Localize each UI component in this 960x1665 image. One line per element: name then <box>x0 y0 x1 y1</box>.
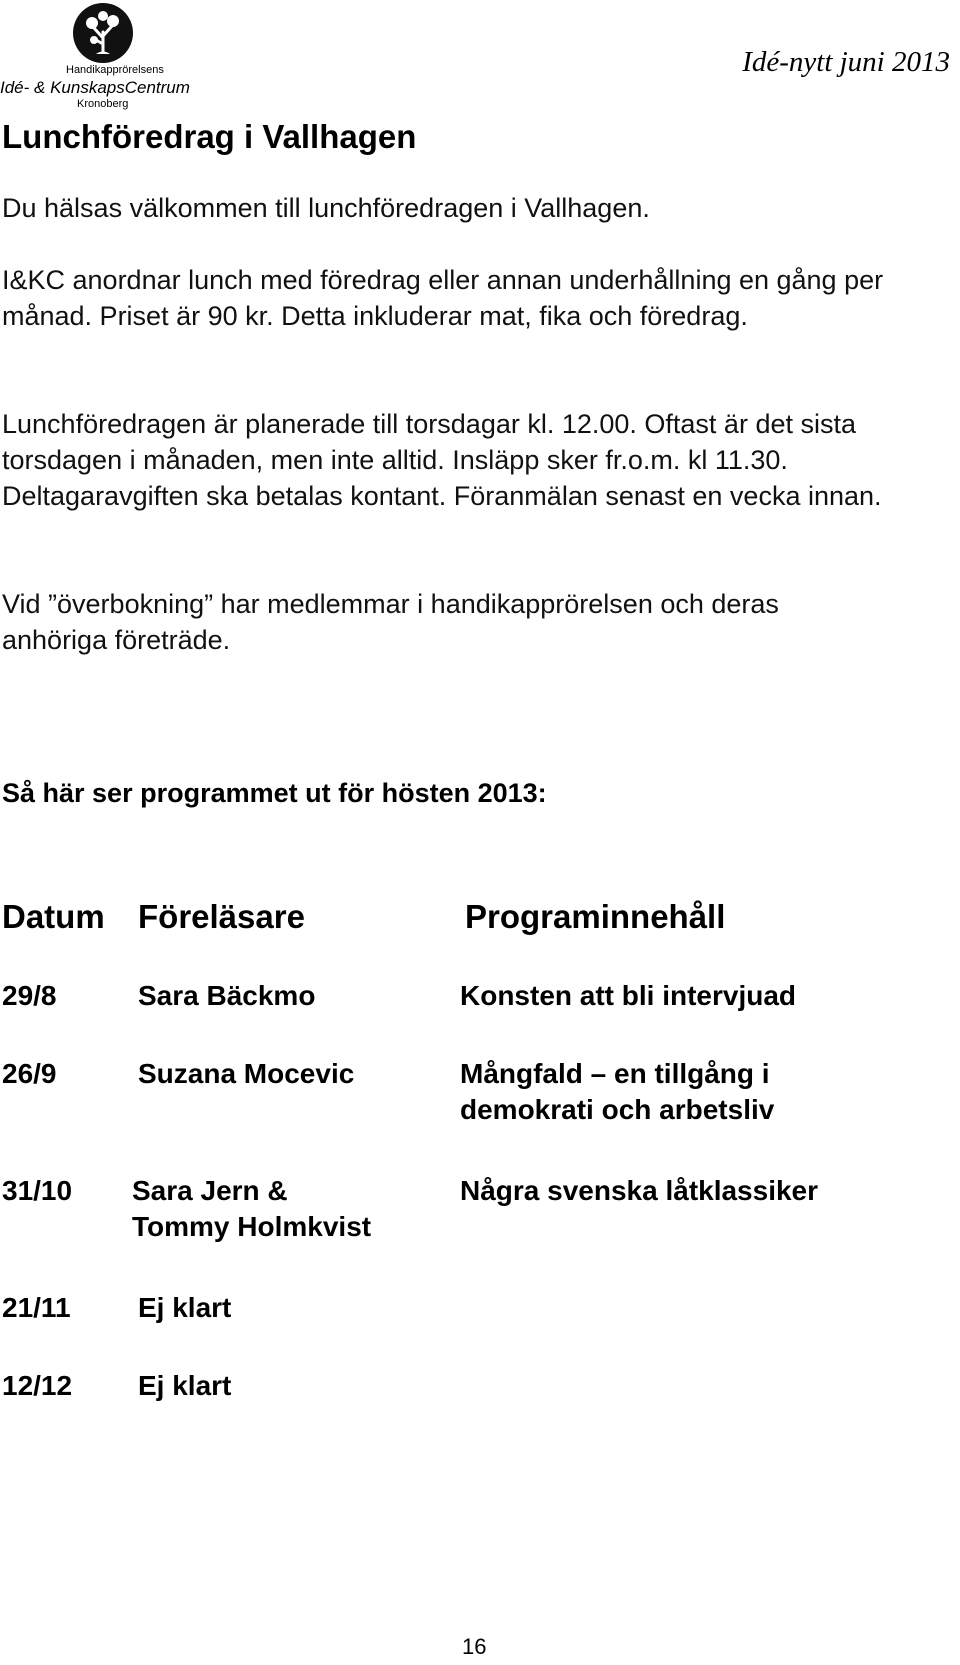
paragraph-price: I&KC anordnar lunch med föredrag eller annan underhållning en gång per månad. Priset är 90 kr. Detta inkluderar mat, fika och föredrag. <box>2 265 884 331</box>
row-date: 31/10 <box>2 1175 73 1206</box>
row-content: Konsten att bli intervjuad <box>460 980 797 1011</box>
org-logo <box>0 0 210 112</box>
header-content: Programinnehåll <box>465 898 726 935</box>
row-speaker: Ej klart <box>138 1292 232 1323</box>
tree-logo-icon <box>72 2 134 64</box>
page-title: Lunchföredrag i Vallhagen <box>2 118 417 155</box>
row-date: 29/8 <box>2 980 57 1011</box>
row-speaker: Ej klart <box>138 1370 232 1401</box>
paragraph-welcome: Du hälsas välkommen till lunchföredragen i Vallhagen. <box>2 193 650 223</box>
issue-label: Idé-nytt juni 2013 <box>742 46 950 78</box>
paragraph-schedule: Lunchföredragen är planerade till torsdagar kl. 12.00. Oftast är det sista torsdagen i månaden, men inte alltid. Insläpp sker fr.o.m. kl 11.30. Deltagaravgiften ska betalas kontant. Föranmälan senast en vecka innan. <box>2 409 882 511</box>
row-speaker: Sara Jern & Tommy Holmkvist <box>132 1175 372 1242</box>
logo-line-3: Kronoberg <box>77 98 129 110</box>
header-date: Datum <box>2 898 105 935</box>
logo-line-2: Idé- & KunskapsCentrum <box>0 78 190 97</box>
row-date: 12/12 <box>2 1370 73 1401</box>
row-speaker: Suzana Mocevic <box>138 1058 355 1089</box>
row-speaker: Sara Bäckmo <box>138 980 316 1011</box>
row-content: Mångfald – en tillgång i demokrati och arbetsliv <box>460 1058 775 1125</box>
logo-line-1: Handikapprörelsens <box>66 64 164 76</box>
program-heading: Så här ser programmet ut för hösten 2013: <box>2 778 547 808</box>
row-date: 26/9 <box>2 1058 57 1089</box>
row-content: Några svenska låtklassiker <box>460 1175 819 1206</box>
page-number: 16 <box>462 1634 487 1659</box>
paragraph-priority: Vid ”överbokning” har medlemmar i handikapprörelsen och deras anhöriga företräde. <box>2 589 779 655</box>
row-date: 21/11 <box>2 1292 71 1323</box>
header-speaker: Föreläsare <box>138 898 305 935</box>
